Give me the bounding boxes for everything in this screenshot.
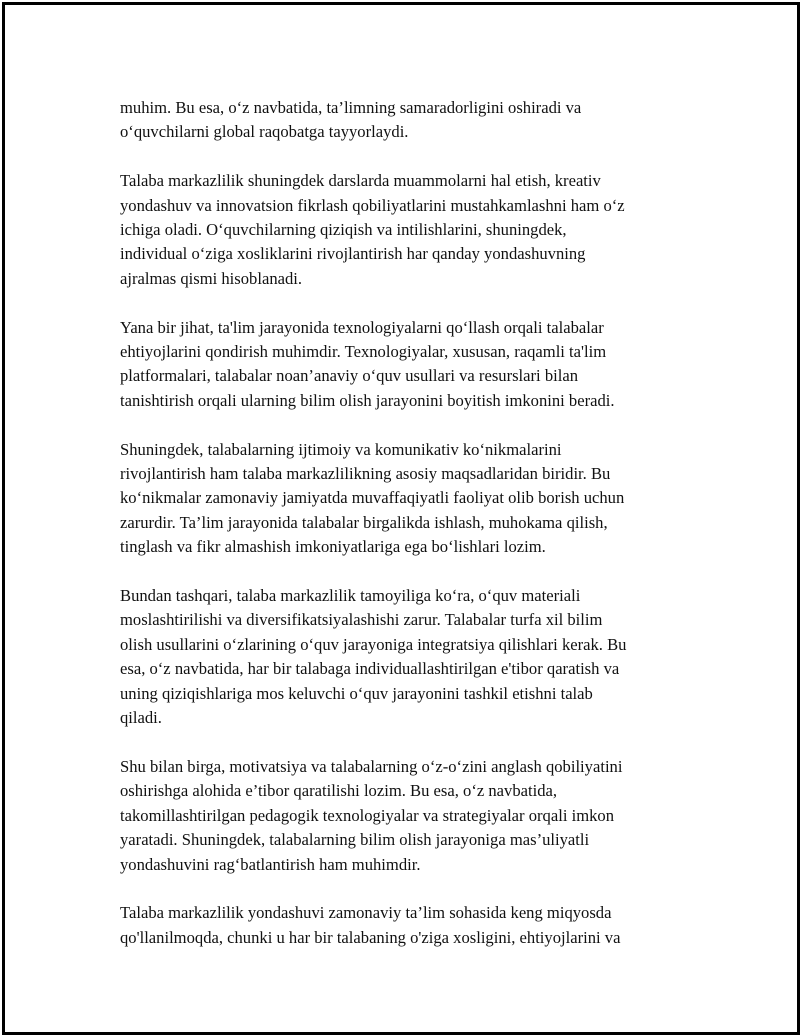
paragraph-6: Shu bilan birga, motivatsiya va talabalarning o‘z-o‘zini anglash qobiliyatini oshirishga alohida e’tibor qaratilishi lozim. Bu esa, o‘z navbatida, takomillashtirilgan pedagogik texnologiyalar va strategiyalar orqali imkon yaratadi. Shuningdek, talabalarning bilim olish jarayoniga mas’uliyatli yondashuvini rag‘batlantirish ham muhimdir. xyxy=(120,756,623,874)
page-border xyxy=(2,2,800,1035)
paragraph-2: Talaba markazlilik shuningdek darslarda muammolarni hal etish, kreativ yondashuv va innovatsion fikrlash qobiliyatlarini mustahkamlashni ham o‘z ichiga oladi. O‘quvchilarning qiziqish va intilishlarini, shuningdek, individual o‘ziga xosliklarini rivojlantirish har qanday yondashuvning ajralmas qismi hisoblanadi. xyxy=(120,171,625,288)
document-body xyxy=(120,96,690,975)
paragraph-1: muhim. Bu esa, o‘z navbatida, ta’limning samaradorligini oshiradi va o‘quvchilarni global raqobatga tayyorlaydi. xyxy=(120,98,582,142)
paragraph-7: Talaba markazlilik yondashuvi zamonaviy ta’lim sohasida keng miqyosda qo'llanilmoqda, chunki u har bir talabaning o'ziga xosligini, ehtiyojlarini va xyxy=(120,903,621,947)
paragraph-3: Yana bir jihat, ta'lim jarayonida texnologiyalarni qo‘llash orqali talabalar ehtiyojlarini qondirish muhimdir. Texnologiyalar, xususan, raqamli ta'lim platformalari, talabalar noan’anaviy o‘quv usullari va resurslari bilan tanishtirish orqali ularning bilim olish jarayonini boyitish imkonini beradi. xyxy=(120,317,615,410)
paragraph-4: Shuningdek, talabalarning ijtimoiy va komunikativ ko‘nikmalarini rivojlantirish ham talaba markazlilikning asosiy maqsadlaridan biridir. Bu ko‘nikmalar zamonaviy jamiyatda muvaffaqiyatli faoliyat olib borish uchun zarurdir. Ta’lim jarayonida talabalar birgalikda ishlash, muhokama qilish, tinglash va fikr almashish imkoniyatlariga ega bo‘lishlari lozim. xyxy=(120,439,625,557)
paragraph-5: Bundan tashqari, talaba markazlilik tamoyiliga ko‘ra, o‘quv materiali moslashtirilishi va diversifikatsiyalashishi zarur. Talabalar turfa xil bilim olish usullarini o‘zlarining o‘quv jarayoniga integratsiya qilishlari kerak. Bu esa, o‘z navbatida, har bir talabaga individuallashtirilgan e'tibor qaratish va uning qiziqishlariga mos keluvchi o‘quv jarayonini tashkil etishni talab qiladi. xyxy=(120,586,627,728)
